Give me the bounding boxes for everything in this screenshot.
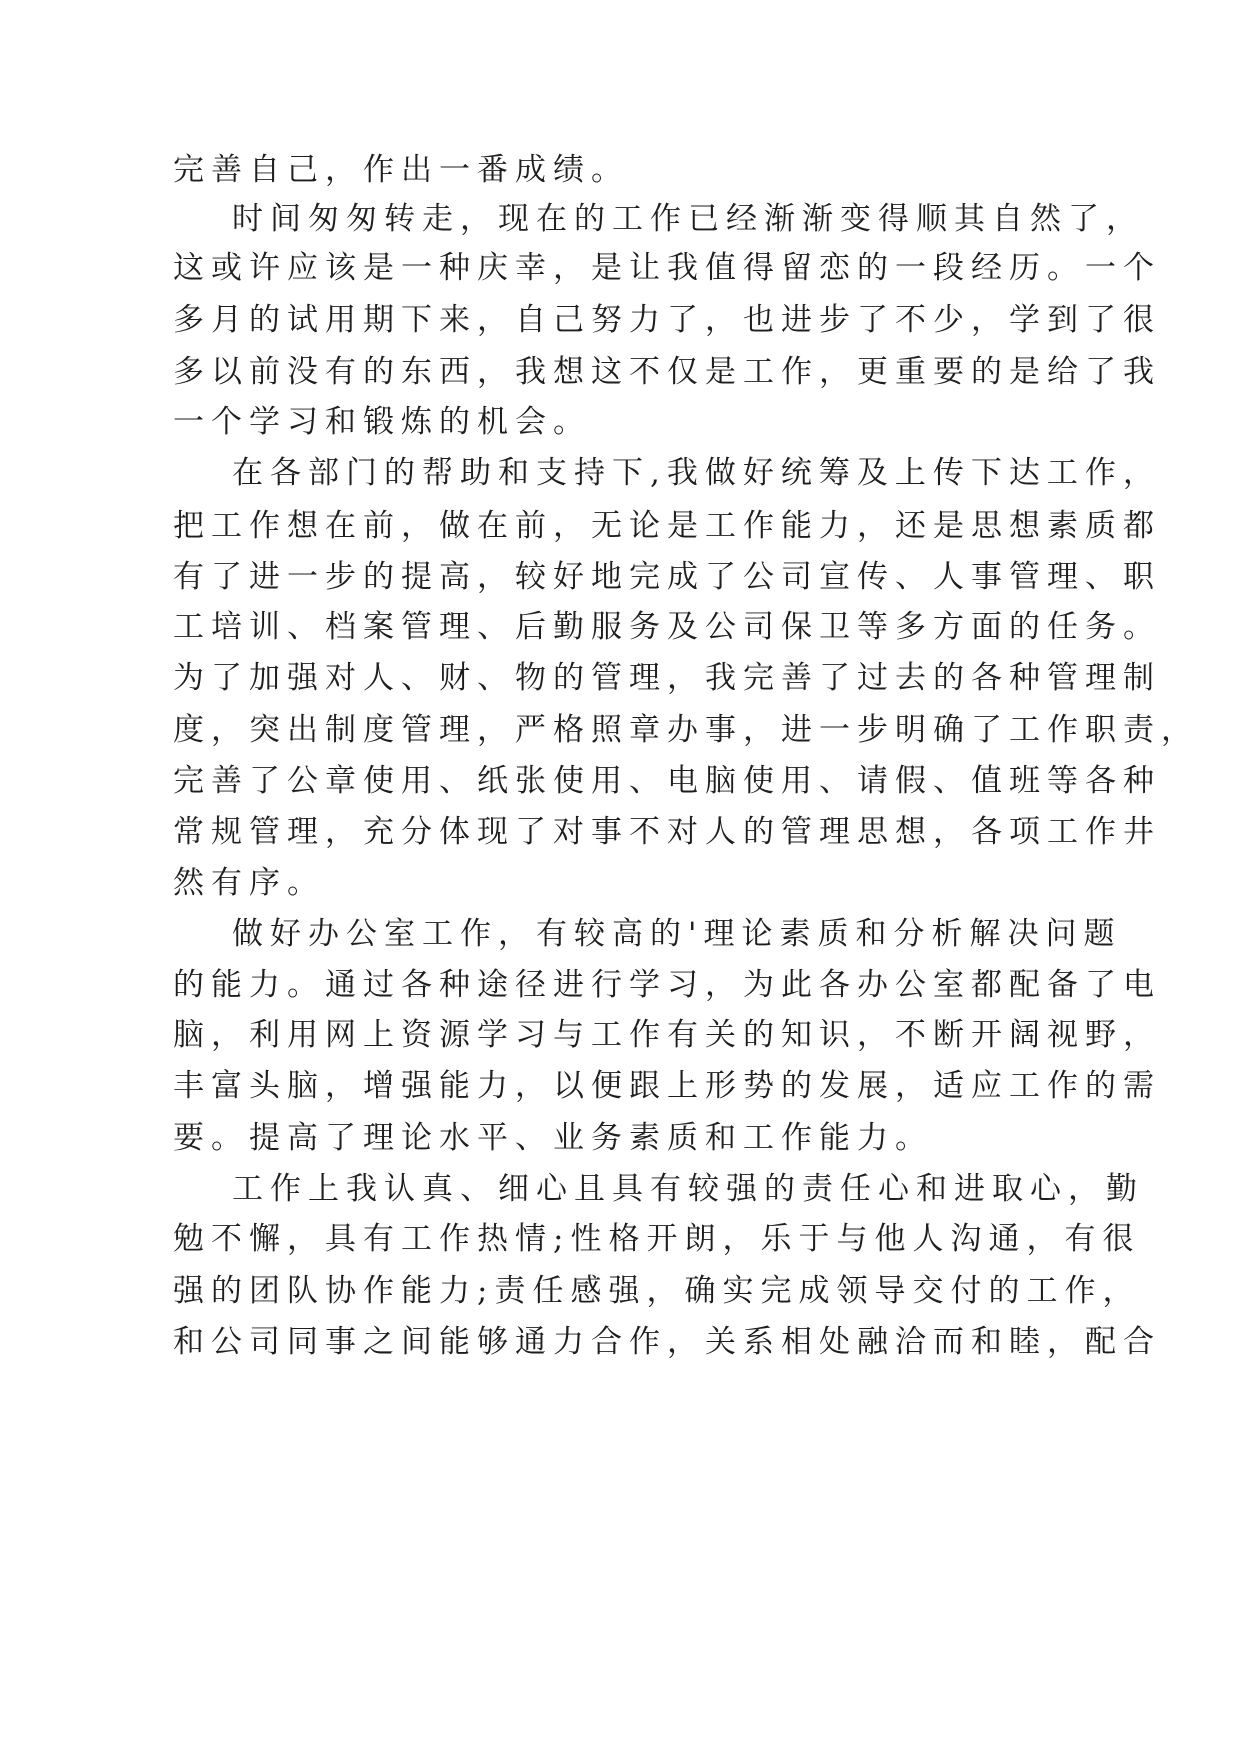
text-line: 的能力。通过各种途径进行学习，为此各办公室都配备了电	[173, 967, 1161, 1003]
text-line: 度，突出制度管理，严格照章办事，进一步明确了工作职责，	[173, 712, 1199, 748]
text-line: 有了进一步的提高，较好地完成了公司宣传、人事管理、职	[173, 559, 1161, 595]
text-line: 和公司同事之间能够通力合作，关系相处融洽而和睦，配合	[173, 1324, 1161, 1360]
text-line: 这或许应该是一种庆幸，是让我值得留恋的一段经历。一个	[173, 250, 1161, 286]
text-line: 工培训、档案管理、后勤服务及公司保卫等多方面的任务。	[173, 609, 1161, 645]
text-line: 完善自己，作出一番成绩。	[173, 152, 629, 188]
text-line: 一个学习和锻炼的机会。	[173, 404, 591, 440]
text-line: 勉不懈，具有工作热情;性格开朗，乐于与他人沟通，有很	[173, 1221, 1141, 1257]
text-line: 多以前没有的东西，我想这不仅是工作，更重要的是给了我	[173, 354, 1161, 390]
text-line: 为了加强对人、财、物的管理，我完善了过去的各种管理制	[173, 660, 1161, 696]
paragraph-first-line: 做好办公室工作，有较高的'理论素质和分析解决问题	[232, 916, 1122, 952]
paragraph-first-line: 时间匆匆转走，现在的工作已经渐渐变得顺其自然了，	[232, 201, 1144, 237]
text-line: 多月的试用期下来，自己努力了，也进步了不少，学到了很	[173, 302, 1161, 338]
paragraph-first-line: 工作上我认真、细心且具有较强的责任心和进取心，勤	[232, 1171, 1144, 1207]
paragraph-first-line: 在各部门的帮助和支持下,我做好统筹及上传下达工作，	[232, 455, 1161, 491]
text-line: 常规管理，充分体现了对事不对人的管理思想，各项工作井	[173, 814, 1161, 850]
text-line: 要。提高了理论水平、业务素质和工作能力。	[173, 1120, 933, 1156]
text-line: 强的团队协作能力;责任感强，确实完成领导交付的工作，	[173, 1273, 1141, 1309]
text-line: 丰富头脑，增强能力，以便跟上形势的发展，适应工作的需	[173, 1068, 1161, 1104]
text-line: 然有序。	[173, 865, 325, 901]
text-line: 脑，利用网上资源学习与工作有关的知识，不断开阔视野，	[173, 1017, 1161, 1053]
text-line: 把工作想在前，做在前，无论是工作能力，还是思想素质都	[173, 508, 1161, 544]
text-line: 完善了公章使用、纸张使用、电脑使用、请假、值班等各种	[173, 763, 1161, 799]
